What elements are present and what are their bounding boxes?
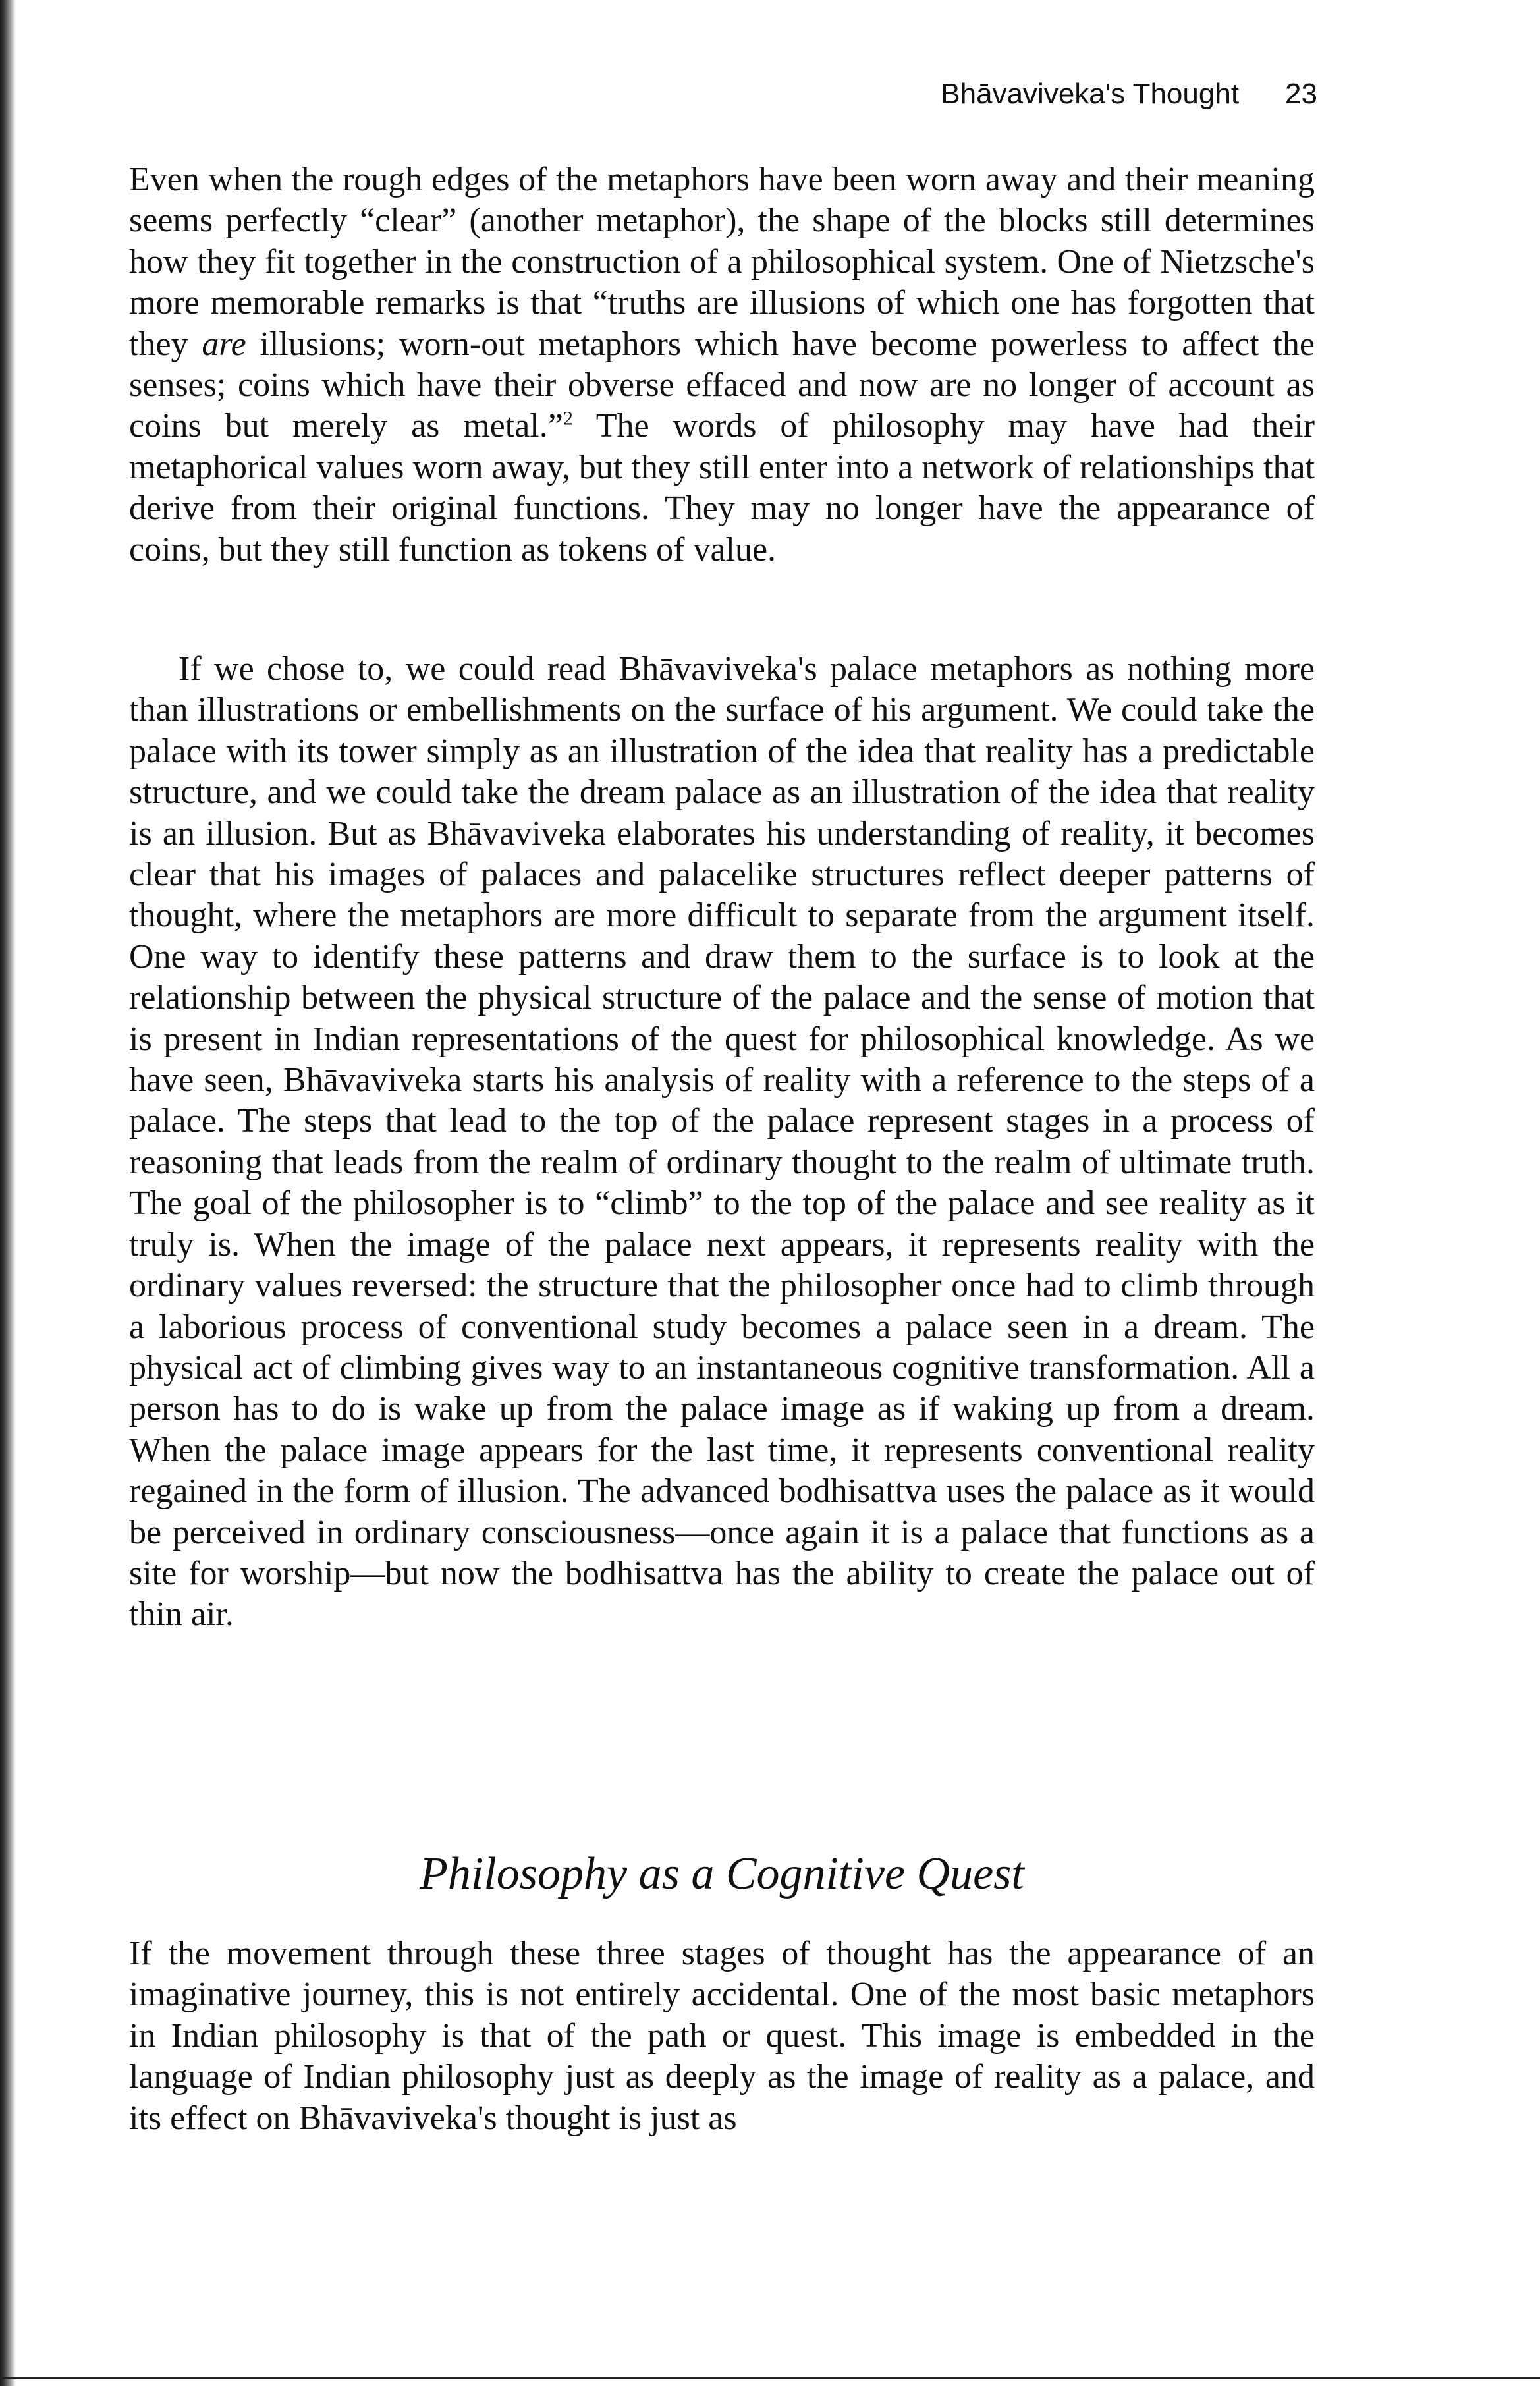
paragraph-text [129, 159, 1315, 570]
paragraph-text-part: Even when the rough edges of the metaphors have been worn away and their meaning seems perfectly “clear” (another metaphor), the shape of the blocks still determines how they fit together in the construction of a philosophical system. One of Nietzsche's more memorable remarks is that “truths are illusions of which one has forgotten that they [129, 161, 1315, 363]
paragraph-text-part: illusions; worn-out metaphors which have become powerless to affect the senses; coins which have their obverse effaced and now are no longer of account as coins but merely as metal.” [129, 325, 1315, 445]
page-bottom-edge [0, 2377, 1540, 2379]
paragraph-text: If we chose to, we could read Bhāvaviveka's palace metaphors as nothing more than illustrations or embellishments on the surface of his argument. We could take the palace with its tower simply as an illustration of the idea that reality has a predictable structure, and we could take the dream palace as an illustration of the idea that reality is an illusion. But as Bhāvaviveka elaborates his understanding of reality, it becomes clear that his images of palaces and palacelike structures reflect deeper patterns of thought, where the metaphors are more difficult to separate from the argument itself. One way to identify these patterns and draw them to the surface is to look at the relationship between the physical structure of the palace and the sense of motion that is present in Indian representations of the quest for philosophical knowledge. As we have seen, Bhāvaviveka starts his analysis of reality with a reference to the steps of a palace. The steps that lead to the top of the palace represent stages in a process of reasoning that leads from the realm of ordinary thought to the realm of ultimate truth. The goal of the philosopher is to “climb” to the top of the palace and see reality as it truly is. When the image of the palace next appears, it represents reality with the ordinary values reversed: the structure that the philosopher once had to climb through a laborious process of conventional study becomes a palace seen in a dream. The physical act of climbing gives way to an instantaneous cognitive transformation. All a person has to do is wake up from the palace image as if waking up from a dream. When the palace image appears for the last time, it represents conventional reality regained in the form of illusion. The advanced bodhisattva uses the palace as it would be perceived in ordinary consciousness—once again it is a palace that functions as a site for worship—but now the bodhisattva has the ability to create the palace out of thin air. [129, 650, 1315, 1634]
footnote-reference: 2 [563, 408, 573, 430]
paragraph-text-part: The words of philosophy may have had their metaphorical values worn away, but they still enter into a network of relationships that derive from their original functions. They may no longer have the appearance of coins, but they still function as tokens of value. [129, 407, 1315, 569]
body-paragraph-1 [129, 159, 1315, 570]
page-number: 23 [1285, 78, 1317, 110]
body-paragraph-3 [129, 1933, 1315, 2139]
paragraph-text: If the movement through these three stages of thought has the appearance of an imaginative journey, this is not entirely accidental. One of the most basic metaphors in Indian philosophy is that of the path or quest. This image is embedded in the language of Indian philosophy just as deeply as the image of reality as a palace, and its effect on Bhāvaviveka's thought is just as [129, 1935, 1315, 2137]
page-binding-shadow [0, 0, 16, 2386]
running-head-title: Bhāvaviveka's Thought [941, 78, 1240, 110]
running-head [909, 78, 1317, 111]
section-heading: Philosophy as a Cognitive Quest [420, 1848, 1024, 1899]
body-paragraph-2 [129, 649, 1315, 1636]
emphasis-text: are [202, 325, 246, 363]
